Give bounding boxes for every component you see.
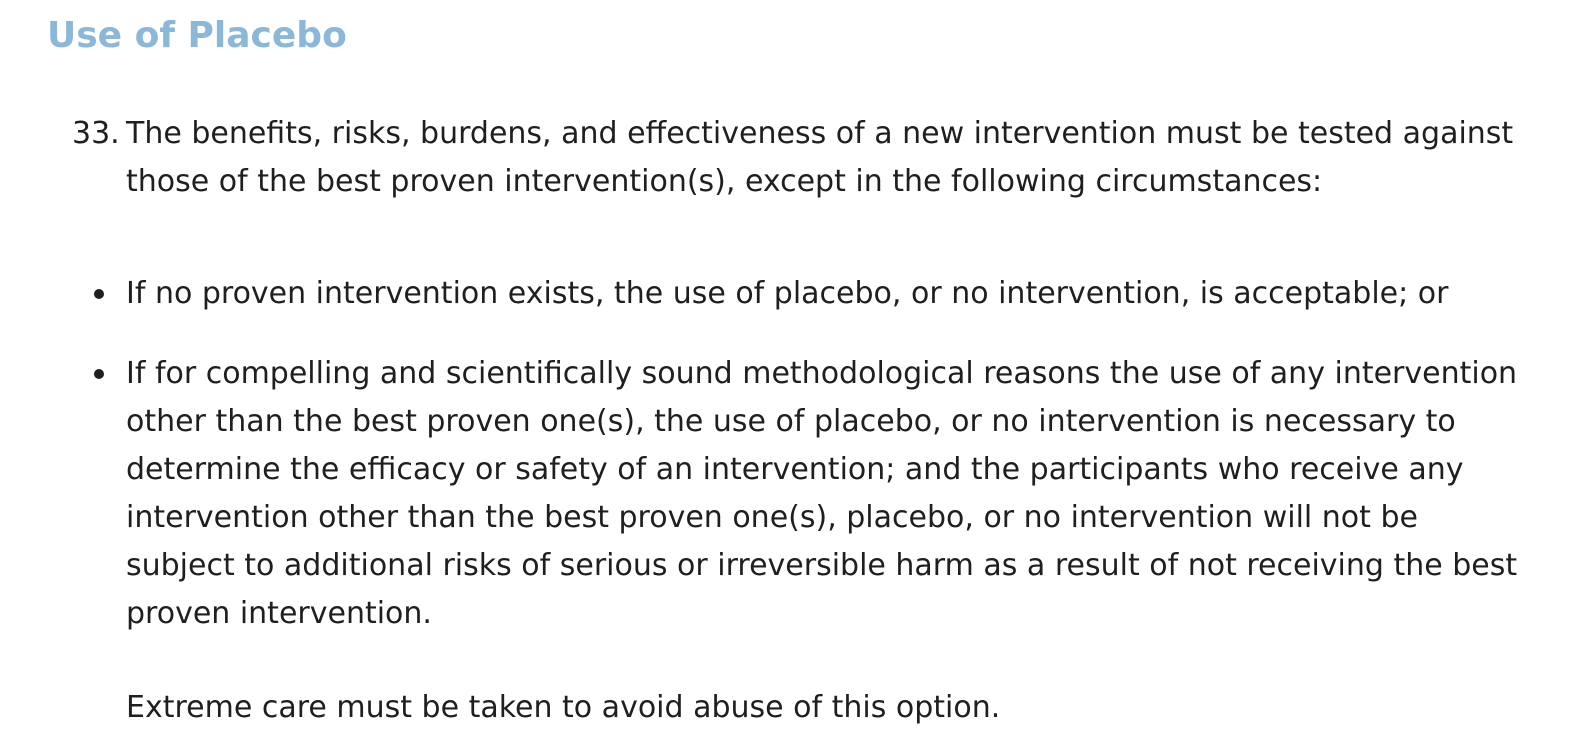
article-number: 33.	[72, 116, 120, 151]
condition-text-line: If for compelling and scientifically sound methodological reasons the use of any intervention	[126, 356, 1518, 391]
condition-text-line: determine the efficacy or safety of an intervention; and the participants who receive any	[126, 452, 1464, 487]
article-text	[126, 110, 1512, 206]
condition-text-line: intervention other than the best proven one(s), placebo, or no intervention will not be	[126, 500, 1418, 535]
condition-text-line: other than the best proven one(s), the use of placebo, or no intervention is necessary to	[126, 404, 1456, 439]
bullet-icon	[94, 289, 104, 299]
condition-item-no-proven-intervention	[90, 270, 1530, 318]
condition-text-line: If no proven intervention exists, the use of placebo, or no intervention, is acceptable; or	[126, 276, 1449, 311]
condition-text-line: proven intervention.	[126, 596, 432, 631]
bullet-icon	[94, 369, 104, 379]
article-text-line: those of the best proven intervention(s), except in the following circumstances:	[126, 164, 1323, 199]
condition-item-methodological-reasons	[90, 350, 1530, 638]
article-text-line: The benefits, risks, burdens, and effectiveness of a new intervention must be tested against	[126, 116, 1514, 151]
conditions-list	[90, 270, 1530, 638]
section-title: Use of Placebo	[47, 15, 347, 56]
caution-note: Extreme care must be taken to avoid abuse of this option.	[126, 690, 1001, 725]
condition-text-line: subject to additional risks of serious or irreversible harm as a result of not receiving the best	[126, 548, 1518, 583]
